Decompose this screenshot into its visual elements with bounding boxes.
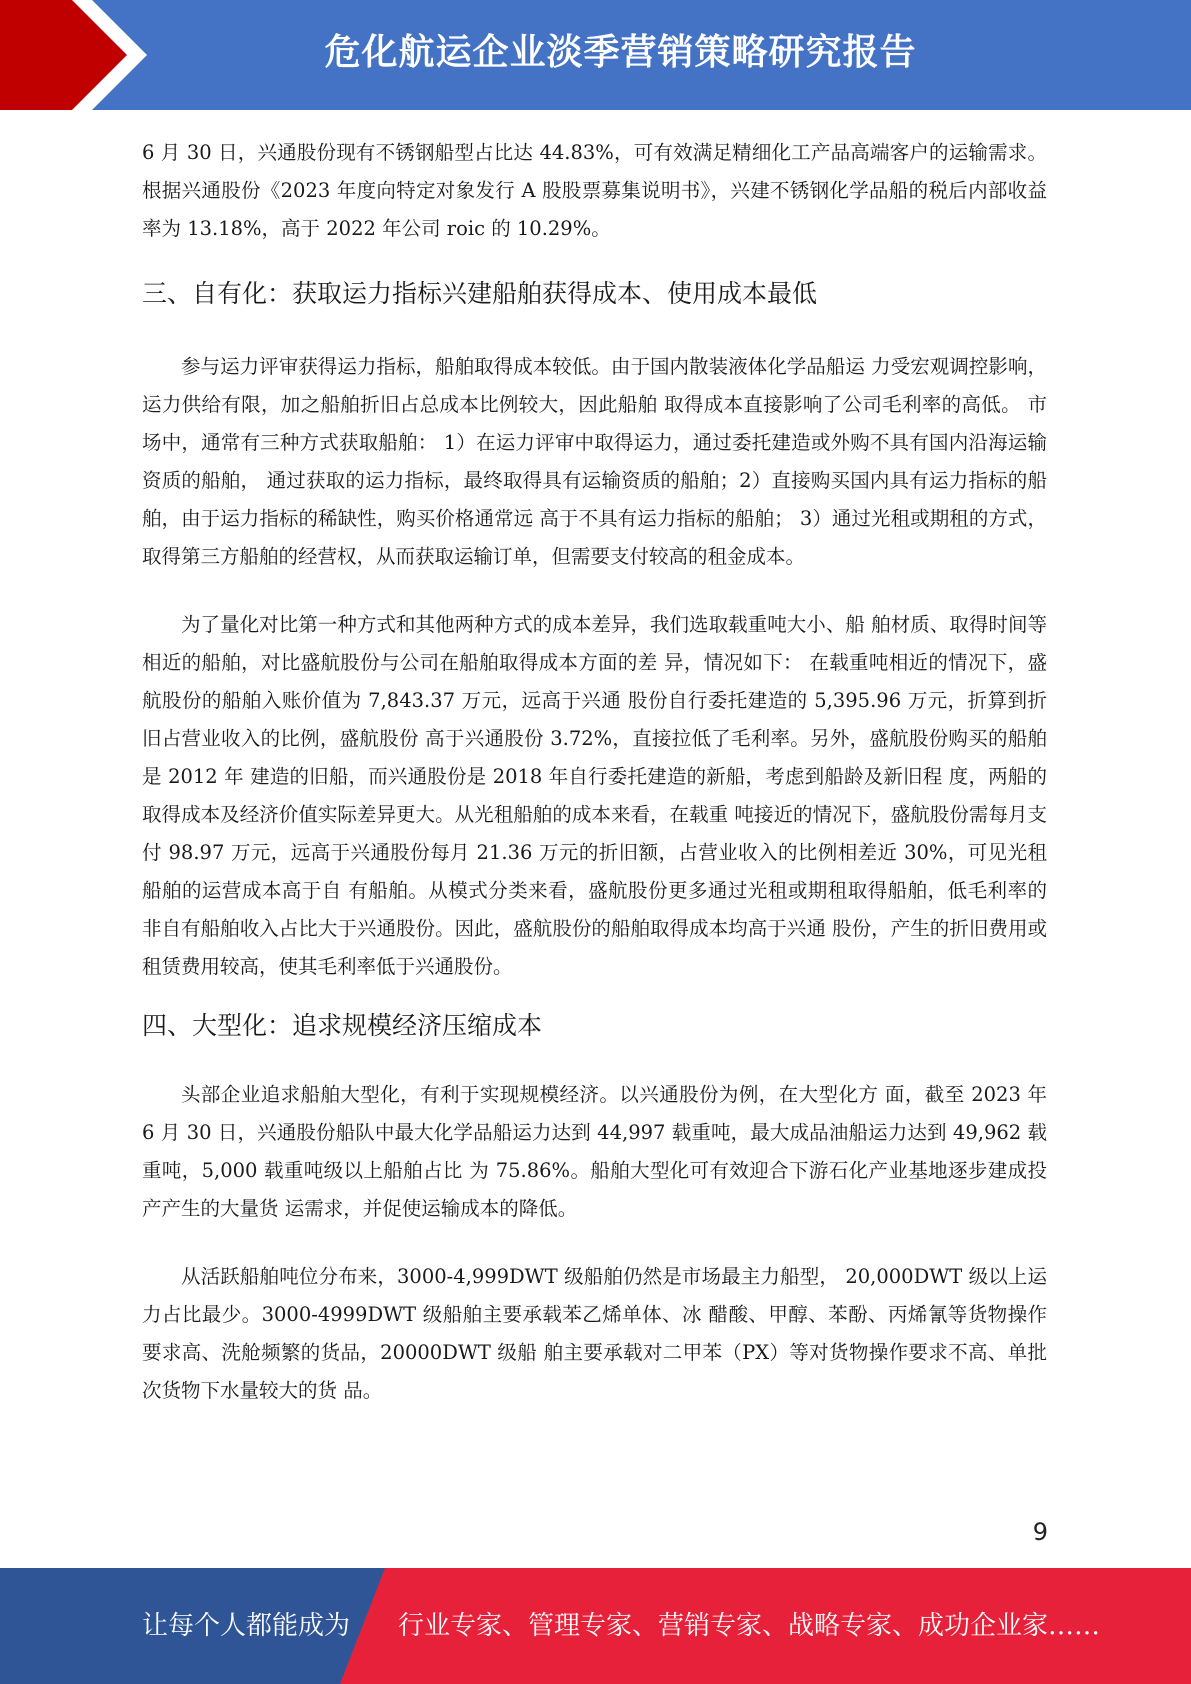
footer-slogan-right: 行业专家、管理专家、营销专家、战略专家、成功企业家…… — [398, 1611, 1101, 1641]
section3-paragraph-2: 为了量化对比第一种方式和其他两种方式的成本差异，我们选取载重吨大小、船 舶材质、取得时间等相近的船舶，对比盛航股份与公司在船舶取得成本方面的差 异，情况如下： 在载重吨相近的情况下，盛航股份的船舶入账价值为 7,843.37 万元，远高于兴通 股份自行委托建造的 5,395.96 万元，折算到折旧占营业收入的比例，盛航股份 高于兴通股份 3.72%，直接拉低了毛利率。另外，盛航股份购买的船舶是 2012 年 建造的旧船，而兴通股份是 2018 年自行委托建造的新船，考虑到船龄及新旧程 度，两船的取得成本及经济价值实际差异更大。从光租船舶的成本来看，在载重 吨接近的情况下，盛航股份需每月支付 98.97 万元，远高于兴通股份每月 21.36 万元的折旧额，占营业收入的比例相差近 30%，可见光租船舶的运营成本高于自 有船舶。从模式分类来看，盛航股份更多通过光租或期租取得船舶，低毛利率的 非自有船舶收入占比大于兴通股份。因此，盛航股份的船舶取得成本均高于兴通 股份，产生的折旧费用或租赁费用较高，使其毛利率低于兴通股份。 — [142, 613, 1047, 978]
section4-paragraph-1: 头部企业追求船舶大型化，有利于实现规模经济。以兴通股份为例，在大型化方 面，截至 2023 年 6 月 30 日，兴通股份船队中最大化学品船运力达到 44,997 载重吨，最大成品油船运力达到 49,962 载重吨，5,000 载重吨级以上船舶占比 为 75.86%。船舶大型化可有效迎合下游石化产业基地逐步建成投产产生的大量货 运需求，并促使运输成本的降低。 — [142, 1083, 1047, 1220]
intro-paragraph: 6 月 30 日，兴通股份现有不锈钢船型占比达 44.83%，可有效满足精细化工产品高端客户的运输需求。根据兴通股份《2023 年度向特定对象发行 A 股股票募集说明书》，兴建不锈钢化学品船的税后内部收益 率为 13.18%，高于 2022 年公司 roic 的 10.29%。 — [142, 141, 1047, 240]
section-heading-4: 四、大型化：追求规模经济压缩成本 — [142, 1011, 543, 1040]
section-heading-3: 三、自有化：获取运力指标兴建船舶获得成本、使用成本最低 — [142, 279, 818, 308]
page-content — [142, 134, 1047, 1410]
report-title: 危化航运企业淡季营销策略研究报告 — [324, 32, 917, 73]
section4-paragraph-2: 从活跃船舶吨位分布来，3000-4,999DWT 级船舶仍然是市场最主力船型， 20,000DWT 级以上运力占比最少。3000-4999DWT 级船舶主要承载苯乙烯单体、冰 醋酸、甲醇、苯酚、丙烯氰等货物操作要求高、洗舱频繁的货品，20000DWT 级船 舶主要承载对二甲苯（PX）等对货物操作要求不高、单批次货物下水量较大的货 品。 — [142, 1265, 1047, 1402]
section3-paragraph-1: 参与运力评审获得运力指标，船舶取得成本较低。由于国内散装液体化学品船运 力受宏观调控影响，运力供给有限，加之船舶折旧占总成本比例较大，因此船舶 取得成本直接影响了公司毛利率的高低。 市场中，通常有三种方式获取船舶： 1）在运力评审中取得运力，通过委托建造或外购不具有国内沿海运输资质的船舶， 通过获取的运力指标，最终取得具有运输资质的船舶；2）直接购买国内具有运力指标的船舶，由于运力指标的稀缺性，购买价格通常远 高于不具有运力指标的船舶； 3）通过光租或期租的方式，取得第三方船舶的经营权，从而获取运输订单，但需要支付较高的租金成本。 — [142, 355, 1047, 568]
page-footer — [0, 1568, 1191, 1684]
header-arrow-decoration — [0, 0, 160, 110]
page-header — [0, 0, 1191, 110]
footer-slogan-left: 让每个人都能成为 — [142, 1611, 351, 1641]
page-number: 9 — [1032, 1518, 1048, 1546]
